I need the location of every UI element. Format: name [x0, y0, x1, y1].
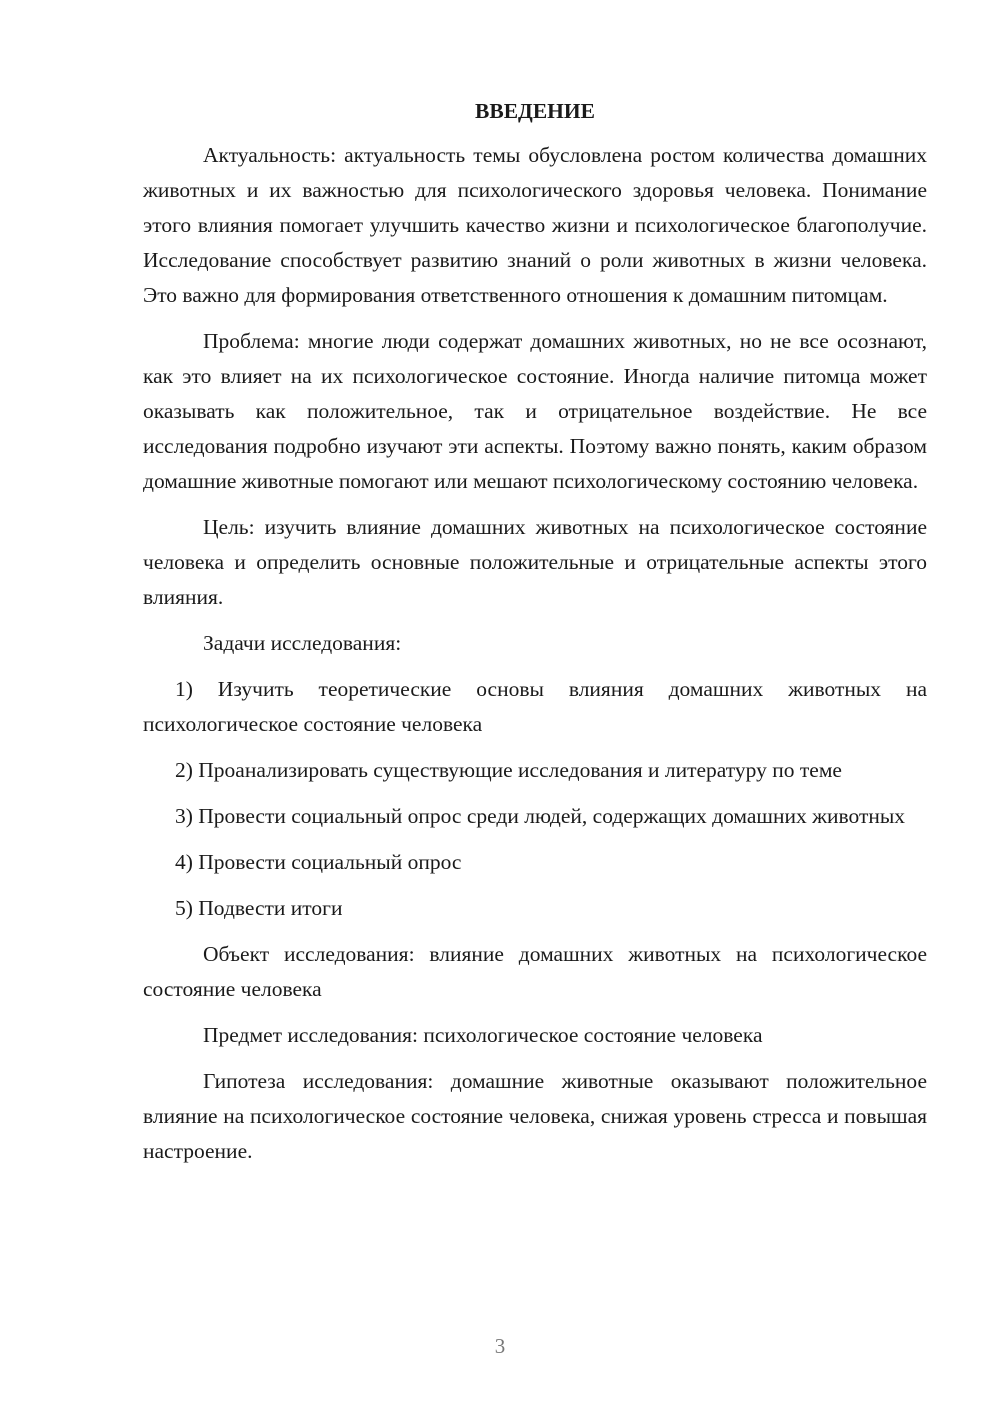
- task-item-1: 1) Изучить теоретические основы влияния домашних животных на психологическое состояние человека: [143, 677, 927, 736]
- hypothesis-paragraph: Гипотеза исследования: домашние животные оказывают положительное влияние на психологическое состояние человека, снижая уровень стресса и повышая настроение.: [143, 1069, 927, 1163]
- task-item-5: 5) Подвести итоги: [175, 896, 343, 920]
- task-item-4: 4) Провести социальный опрос: [175, 850, 462, 874]
- document-page: [143, 94, 927, 1180]
- tasks-heading: Задачи исследования:: [203, 631, 402, 655]
- section-title: ВВЕДЕНИЕ: [475, 99, 595, 123]
- object-paragraph: Объект исследования: влияние домашних животных на психологическое состояние человека: [143, 942, 927, 1001]
- goal-paragraph: Цель: изучить влияние домашних животных на психологическое состояние человека и определить основные положительные и отрицательные аспекты этого влияния.: [143, 515, 927, 609]
- task-item-3: 3) Провести социальный опрос среди людей, содержащих домашних животных: [175, 804, 906, 828]
- subject-paragraph: Предмет исследования: психологическое состояние человека: [203, 1023, 763, 1047]
- page-number: 3: [494, 1334, 506, 1358]
- problem-paragraph: Проблема: многие люди содержат домашних животных, но не все осознают, как это влияет на их психологическое состояние. Иногда наличие питомца может оказывать как положительное, так и отрицательное воздействие. Не все исследования подробно изучают эти аспекты. Поэтому важно понять, каким образом домашние животные помогают или мешают психологическому состоянию человека.: [143, 329, 927, 493]
- task-item-2: 2) Проанализировать существующие исследования и литературу по теме: [175, 758, 842, 782]
- relevance-paragraph: Актуальность: актуальность темы обусловлена ростом количества домашних животных и их важностью для психологического здоровья человека. Понимание этого влияния помогает улучшить качество жизни и психологическое благополучие. Исследование способствует развитию знаний о роли животных в жизни человека. Это важно для формирования ответственного отношения к домашним питомцам.: [143, 143, 927, 307]
